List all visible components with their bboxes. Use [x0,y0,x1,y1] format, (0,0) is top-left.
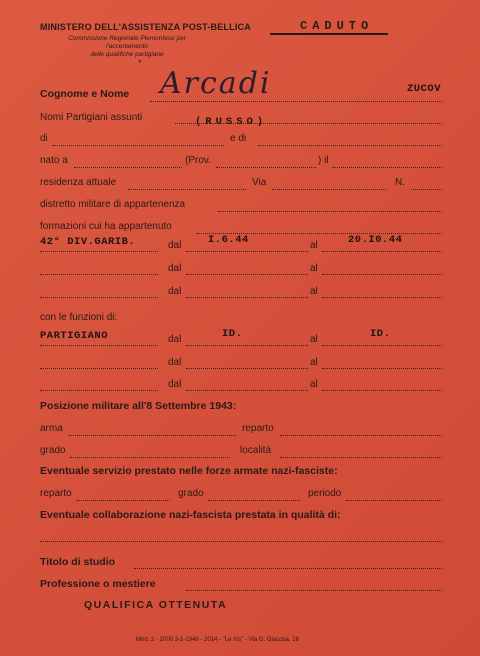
department-label: reparto [242,423,274,434]
function-1-line [40,344,158,346]
formation-1-from-label: dal [168,240,182,251]
born-date-line [332,166,442,168]
residence-line [128,188,246,190]
function-1-from-line [186,344,308,346]
formation-1-name: 42° DIV.GARIB. [40,236,136,248]
formation-2-line [40,273,158,275]
partisan-names-label: Nomi Partigiani assunti [40,112,143,123]
district-label: distretto militare di appartenenza [40,199,186,210]
father-label: di [40,133,48,144]
education-line [134,567,442,569]
formation-3-from-label: dal [168,286,182,297]
function-1-role: PARTIGIANO [40,330,109,342]
surname-handwritten: Arcadi [160,66,272,101]
born-line [74,166,182,168]
commission-subtitle [52,35,202,59]
education-label: Titolo di studio [40,556,116,568]
service-department-label: reparto [40,488,72,499]
province-line [216,166,316,168]
function-1-to-line [322,344,442,346]
service-department-line [76,499,170,501]
born-at-label: nato a [40,155,68,166]
province-label: (Prov. [185,155,211,166]
function-3-from-label: dal [168,379,182,390]
father-line [52,144,224,146]
surname-name-label: Cognome e Nome [40,88,130,100]
rank-label: grado [40,445,66,456]
collaboration-heading: Eventuale collaborazione nazi-fascista prestata in qualità di: [40,509,341,521]
mother-line [258,144,442,146]
first-name-typed: ZUCOV [407,83,442,95]
function-2-to-line [322,367,442,369]
function-3-from-line [186,389,308,391]
street-line [272,188,386,190]
rank-line [70,456,230,458]
partisan-names-line [175,122,442,124]
service-rank-label: grado [178,488,204,499]
number-label: N. [395,177,405,188]
function-1-from: ID. [222,328,243,340]
mother-label: e di [230,133,247,144]
period-label: periodo [308,488,342,499]
formation-3-from-line [186,296,308,298]
status-stamp: CADUTO [300,19,374,33]
arm-line [68,434,236,436]
formation-1-from-line [186,250,308,252]
arm-label: arma [40,423,63,434]
profession-line [186,589,442,591]
function-1-to: ID. [370,328,391,340]
commission-line-2: delle qualifiche partigiane [90,51,164,58]
function-1-from-label: dal [168,334,182,345]
function-1-to-label: al [310,334,318,345]
residence-label: residenza attuale [40,177,117,188]
formation-2-from-label: dal [168,263,182,274]
function-2-to-label: al [310,357,318,368]
military-position-heading: Posizione militare all'8 Settembre 1943: [40,400,237,412]
formation-1-from: I.6.44 [208,234,249,246]
commission-line-1: Commissione Regionale Piemontese per l'accertamento [68,35,186,50]
print-footer: Mod. 2 - 2000 3-1-1946 - 2014 - "Le Iris" - Via G. Giacosa, 16 [136,637,299,643]
status-underline [270,33,388,35]
function-3-to-label: al [310,379,318,390]
star-mark: * [138,58,142,68]
formation-2-to-label: al [310,263,318,274]
street-label: Via [252,177,267,188]
formation-3-to-line [322,296,442,298]
ministry-title: MINISTERO DELL'ASSISTENZA POST-BELLICA [40,22,251,32]
born-date-label: ) il [318,155,329,166]
functions-label: con le funzioni di: [40,312,118,323]
locality-label: località [240,445,272,456]
profession-label: Professione o mestiere [40,578,156,590]
surname-line [150,100,442,102]
formation-1-line [40,250,158,252]
formation-2-to-line [322,273,442,275]
formation-3-to-label: al [310,286,318,297]
function-2-from-line [186,367,308,369]
number-line [411,188,442,190]
formation-1-to: 20.I0.44 [348,234,403,246]
department-line [280,434,442,436]
function-2-from-label: dal [168,357,182,368]
district-line [218,210,442,212]
formation-3-line [40,296,158,298]
formation-2-from-line [186,273,308,275]
function-2-line [40,367,158,369]
partisan-name-value: (RUSSO) [195,116,268,128]
formation-1-to-line [322,250,442,252]
nazi-fascist-service-heading: Eventuale servizio prestato nelle forze armate nazi-fasciste: [40,465,338,477]
function-3-line [40,389,158,391]
formations-label: formazioni cui ha appartenuto [40,221,172,232]
collaboration-line [40,540,442,542]
function-3-to-line [322,389,442,391]
qualification-heading: QUALIFICA OTTENUTA [84,599,228,611]
service-rank-line [208,499,300,501]
formation-1-to-label: al [310,240,318,251]
locality-line [280,456,442,458]
period-line [346,499,442,501]
